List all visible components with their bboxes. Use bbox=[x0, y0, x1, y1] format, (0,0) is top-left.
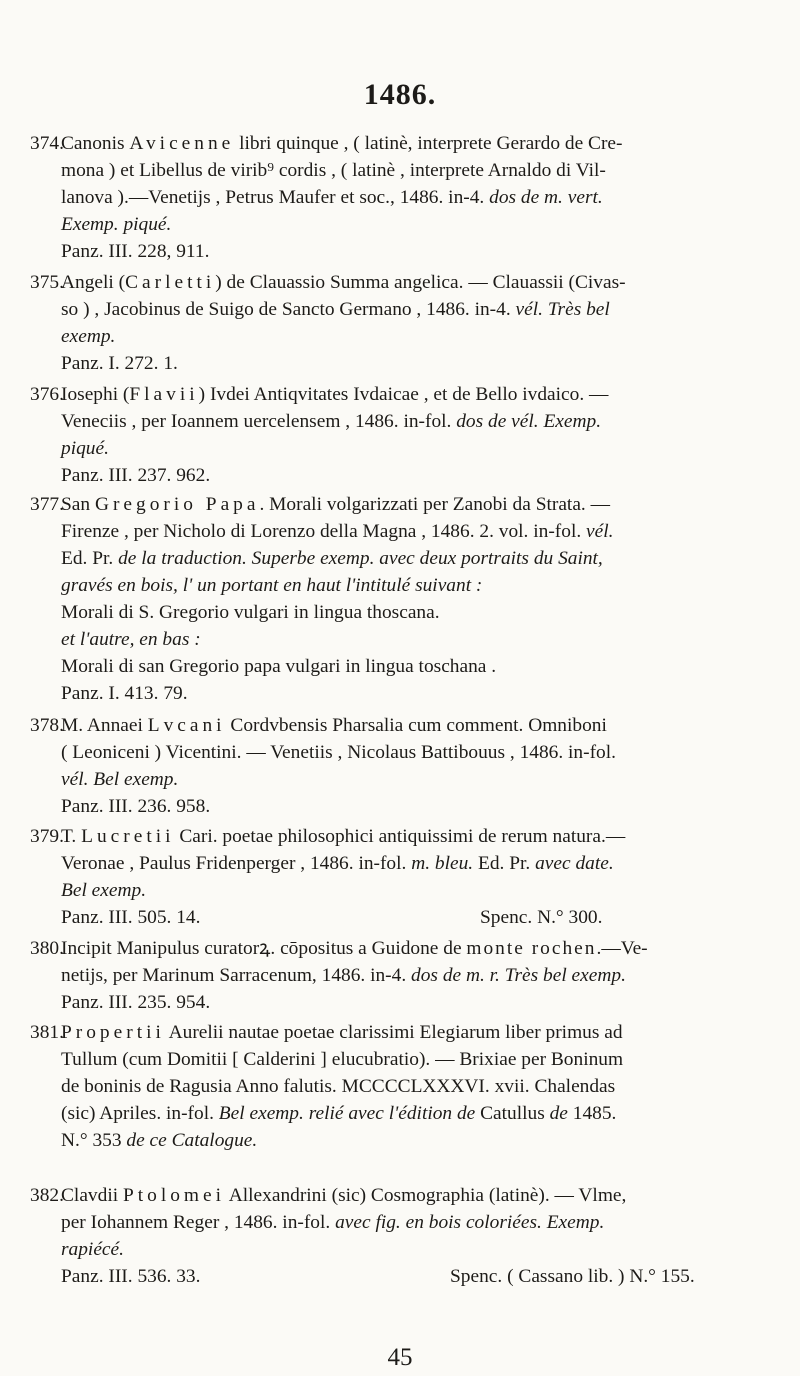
catalogue-entry-376: 376.Iosephi (Flavii) Ivdei Antiqvitates Ivdaicae , et de Bello ivdaico. — Veneciis , per Ioannem uercelensem , 1486. in-fol. dos de vél. Exemp. piqué. Panz. III. 237. 962. bbox=[30, 381, 775, 489]
spencer-reference: Spenc. N.° 300. bbox=[480, 907, 603, 928]
catalogue-entry-378: 378.M. Annaei Lvcani Cordvbensis Pharsalia cum comment. Omniboni ( Leoniceni ) Vicentini. — Venetiis , Nicolaus Battibouus , 1486. in-fol. vél. Bel exemp. Panz. III. 236. 958. bbox=[30, 712, 775, 820]
panzer-reference: Panz. III. 236. 958. bbox=[61, 796, 211, 817]
catalogue-entry-377: 377.San Gregorio Papa. Morali volgarizzati per Zanobi da Strata. — Firenze , per Nicholo di Lorenzo della Magna , 1486. 2. vol. in-fol. vél. Ed. Pr. de la traduction. Superbe exemp. avec deux portraits du Saint, gravés en bois, l' un portant en haut l'intitulé suivant : Morali di S. Gregorio vulgari in lingua thoscana. et l'autre, en bas : Morali di san Gregorio papa vulgari in lingua toschana . Panz. I. 413. 79. bbox=[30, 491, 775, 707]
entry-number: 378. bbox=[30, 715, 64, 736]
catalogue-entry-375: 375.Angeli (Carletti) de Clauassio Summa angelica. — Clauassii (Civas- so ) , Jacobinus de Suigo de Sancto Germano , 1486. in-4. vél. Très bel exemp. Panz. I. 272. 1. bbox=[30, 269, 775, 377]
catalogue-entry-380: 380.Incipit Manipulus curatorꝝ. cōpositus a Guidone de monte rochen.—Ve- netijs, per Marinum Sarracenum, 1486. in-4. dos de m. r. Très bel exemp. Panz. III. 235. 954. bbox=[30, 935, 775, 1016]
catalogue-entry-379: 379.T. Lucretii Cari. poetae philosophici antiquissimi de rerum natura.— Veronae , Paulus Fridenperger , 1486. in-fol. m. bleu. Ed. Pr. avec date. Bel exemp. Panz. III. 505. 14. Spenc. N.° 300. bbox=[30, 823, 775, 931]
panzer-reference: Panz. III. 228, 911. bbox=[61, 241, 210, 262]
quoted-title: Morali di san Gregorio papa vulgari in lingua toschana . bbox=[61, 656, 497, 677]
year-heading: 1486. bbox=[363, 78, 437, 111]
entry-number: 381. bbox=[30, 1022, 64, 1043]
entry-number: 379. bbox=[30, 826, 64, 847]
catalogue-entry-382: 382.Clavdii Ptolomei Allexandrini (sic) Cosmographia (latinè). — Vlme, per Iohannem Reger , 1486. in-fol. avec fig. en bois coloriées. Exemp. rapiécé. Panz. III. 536. 33. Spenc. ( Cassano lib. ) N.° 155. bbox=[30, 1182, 775, 1290]
spencer-reference: Spenc. ( Cassano lib. ) N.° 155. bbox=[450, 1266, 695, 1287]
panzer-reference: Panz. III. 237. 962. bbox=[61, 465, 211, 486]
entry-number: 375. bbox=[30, 272, 64, 293]
entry-number: 382. bbox=[30, 1185, 64, 1206]
catalogue-entry-381: 381.Propertii Aurelii nautae poetae clarissimi Elegiarum liber primus ad Tullum (cum Domitii [ Calderini ] elucubratio). — Brixiae per Boninum de boninis de Ragusia Anno falutis. MCCCCLXXXVI. xvii. Chalendas (sic) Apriles. in-fol. Bel exemp. relié avec l'édition de Catullus de 1485. N.° 353 de ce Catalogue. bbox=[30, 1019, 775, 1154]
entry-number: 380. bbox=[30, 938, 64, 959]
panzer-reference: Panz. III. 235. 954. bbox=[61, 992, 211, 1013]
entry-number: 374. bbox=[30, 133, 64, 154]
entry-number: 376. bbox=[30, 384, 64, 405]
panzer-reference: Panz. III. 505. 14. bbox=[61, 907, 201, 928]
panzer-reference: Panz. I. 413. 79. bbox=[61, 683, 188, 704]
panzer-reference: Panz. I. 272. 1. bbox=[61, 353, 178, 374]
quoted-title: Morali di S. Gregorio vulgari in lingua thoscana. bbox=[61, 602, 440, 623]
entry-number: 377. bbox=[30, 494, 64, 515]
catalogue-entry-374: 374.Canonis Avicenne libri quinque , ( latinè, interprete Gerardo de Cre- mona ) et Libellus de virib⁹ cordis , ( latinè , interprete Arnaldo di Vil- lanova ).—Venetijs , Petrus Maufer et soc., 1486. in-4. dos de m. vert. Exemp. piqué. Panz. III. 228, 911. bbox=[30, 130, 775, 265]
page-number: 45 bbox=[387, 1344, 413, 1371]
panzer-reference: Panz. III. 536. 33. bbox=[61, 1266, 201, 1287]
